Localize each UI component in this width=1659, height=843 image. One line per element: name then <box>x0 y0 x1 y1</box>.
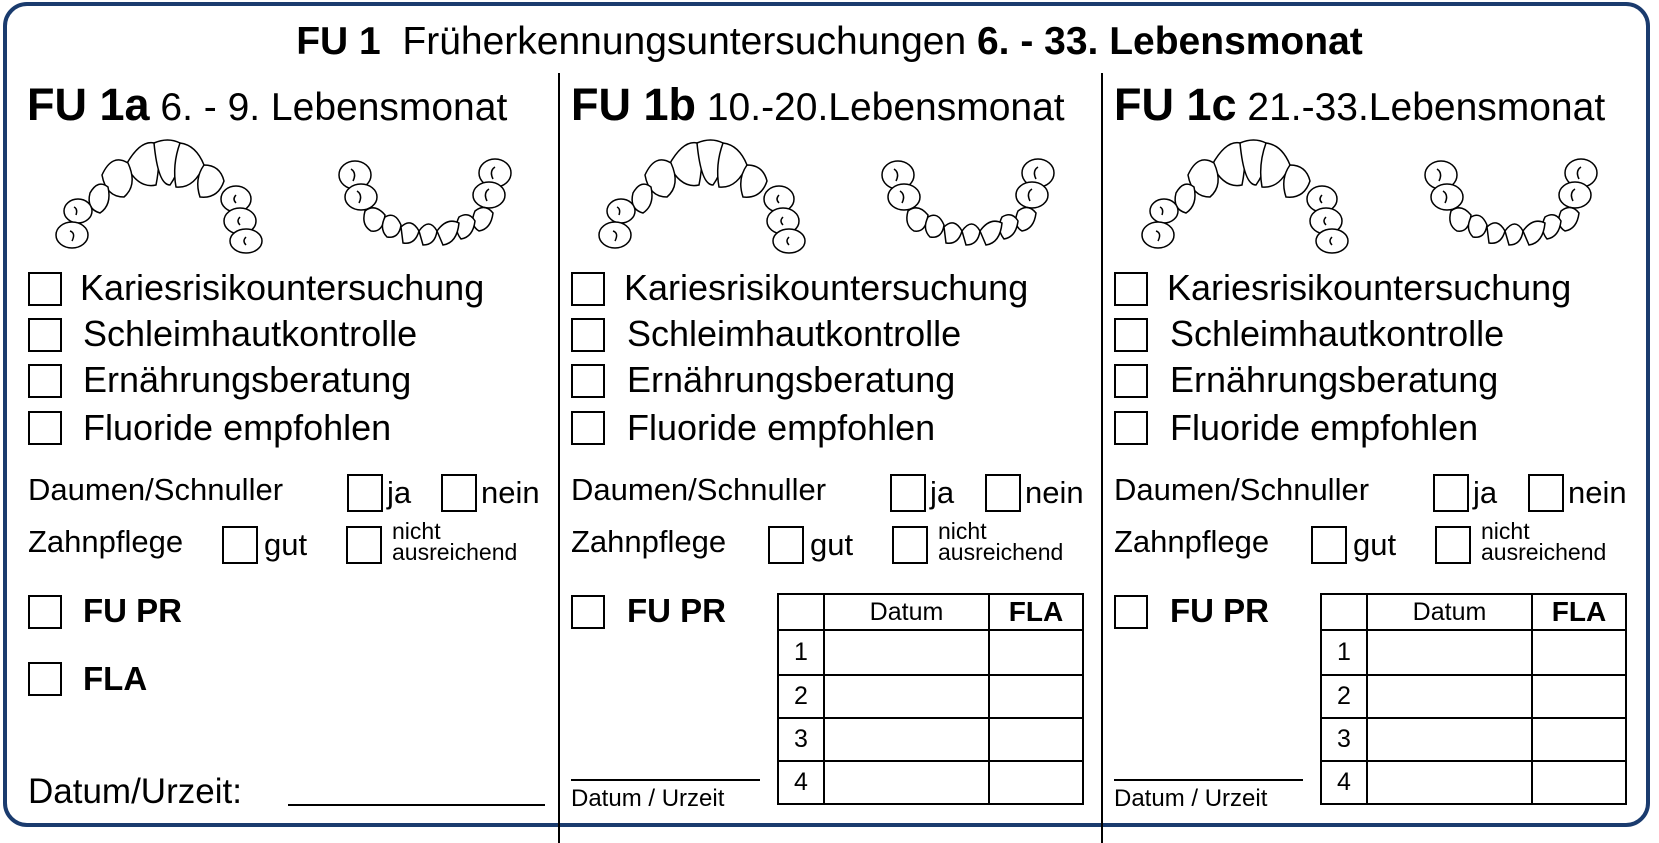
fluoride-checkbox-c[interactable] <box>1114 411 1148 445</box>
schleimhaut-label-c: Schleimhautkontrolle <box>1170 313 1505 354</box>
care-insufficient-checkbox-c[interactable] <box>1435 526 1471 564</box>
table-row <box>778 718 1083 761</box>
table-header-fla: FLA <box>989 594 1083 630</box>
karies-checkbox-b[interactable] <box>571 272 605 306</box>
table-cell-fla[interactable] <box>1532 630 1626 675</box>
upper-jaw-teeth-icon <box>1136 135 1356 255</box>
care-insufficient-checkbox-b[interactable] <box>892 526 928 564</box>
ernaehrung-label-b: Ernährungsberatung <box>627 359 956 400</box>
care-good-checkbox-b[interactable] <box>768 526 804 564</box>
table-cell-fla[interactable] <box>989 675 1083 718</box>
panel-c-range: 21.-33.Lebensmonat <box>1247 86 1606 129</box>
table-cell-fla[interactable] <box>1532 718 1626 761</box>
care-label-a: Zahnpflege <box>28 524 184 559</box>
title-text: Früherkennungsuntersuchungen <box>402 20 967 63</box>
table-row-number: 3 <box>1321 718 1367 761</box>
table-cell-date[interactable] <box>824 718 989 761</box>
table-row-number: 2 <box>778 675 824 718</box>
table-header-fla: FLA <box>1532 594 1626 630</box>
datetime-input-line-b[interactable] <box>571 779 760 781</box>
panel-b-range: 10.-20.Lebensmonat <box>706 86 1065 129</box>
karies-label-a: Kariesrisikountersuchung <box>80 267 485 308</box>
fluoride-label-b: Fluoride empfohlen <box>627 407 936 448</box>
fupr-checkbox-b[interactable] <box>571 595 605 629</box>
fupr-checkbox-c[interactable] <box>1114 595 1148 629</box>
fupr-date-table-c <box>1320 593 1627 805</box>
karies-checkbox-c[interactable] <box>1114 272 1148 306</box>
table-header-date: Datum <box>824 594 989 630</box>
fla-checkbox-a[interactable] <box>28 662 62 696</box>
table-cell-date[interactable] <box>1367 761 1532 804</box>
care-insufficient-line1-a: nicht <box>392 518 441 544</box>
lower-jaw-teeth-icon <box>1421 155 1611 255</box>
table-cell-date[interactable] <box>1367 718 1532 761</box>
thumb-yes-label-a: ja <box>387 475 412 510</box>
datetime-label-b: Datum / Urzeit <box>571 785 725 812</box>
schleimhaut-label-b: Schleimhautkontrolle <box>627 313 962 354</box>
page-title <box>0 16 1659 68</box>
schleimhaut-checkbox-c[interactable] <box>1114 318 1148 352</box>
thumb-yes-checkbox-b[interactable] <box>890 474 926 512</box>
thumb-no-label-c: nein <box>1568 475 1627 510</box>
care-insufficient-line2-a: ausreichend <box>392 539 518 565</box>
fluoride-label-a: Fluoride empfohlen <box>83 407 392 448</box>
table-row <box>1321 761 1626 804</box>
lower-jaw-teeth-icon <box>335 155 525 255</box>
care-insufficient-label-b <box>938 518 1064 565</box>
thumb-yes-label-c: ja <box>1473 475 1498 510</box>
table-row-number: 1 <box>1321 630 1367 675</box>
care-insufficient-line1-c: nicht <box>1481 518 1530 544</box>
thumb-no-label-b: nein <box>1025 475 1084 510</box>
table-row-number: 2 <box>1321 675 1367 718</box>
panel-b-code: FU 1b <box>571 79 697 130</box>
datetime-input-line-a[interactable] <box>288 804 545 806</box>
fupr-label-b: FU PR <box>627 592 726 629</box>
lower-jaw-teeth-icon <box>878 155 1068 255</box>
upper-jaw-teeth-icon <box>50 135 270 255</box>
fla-label-a: FLA <box>83 660 148 697</box>
table-cell-fla[interactable] <box>989 630 1083 675</box>
table-row <box>778 675 1083 718</box>
table-row <box>778 761 1083 804</box>
karies-label-c: Kariesrisikountersuchung <box>1167 267 1572 308</box>
thumb-yes-checkbox-c[interactable] <box>1433 474 1469 512</box>
fluoride-label-c: Fluoride empfohlen <box>1170 407 1479 448</box>
fupr-label-a: FU PR <box>83 592 182 629</box>
panel-b-heading <box>571 80 1065 133</box>
table-header-date: Datum <box>1367 594 1532 630</box>
care-label-b: Zahnpflege <box>571 524 727 559</box>
table-row-number: 1 <box>778 630 824 675</box>
table-cell-fla[interactable] <box>1532 761 1626 804</box>
table-cell-fla[interactable] <box>989 761 1083 804</box>
ernaehrung-checkbox-c[interactable] <box>1114 364 1148 398</box>
care-insufficient-label-a <box>392 518 518 565</box>
care-good-label-b: gut <box>810 527 854 562</box>
care-insufficient-line2-b: ausreichend <box>938 539 1064 565</box>
table-row-number: 4 <box>1321 761 1367 804</box>
fupr-label-c: FU PR <box>1170 592 1269 629</box>
thumb-label-a: Daumen/Schnuller <box>28 472 284 507</box>
schleimhaut-label-a: Schleimhautkontrolle <box>83 313 418 354</box>
thumb-no-label-a: nein <box>481 475 540 510</box>
panel-a-range: 6. - 9. Lebensmonat <box>160 86 508 129</box>
table-row <box>1321 630 1626 675</box>
care-insufficient-line2-c: ausreichend <box>1481 539 1607 565</box>
care-good-label-c: gut <box>1353 527 1397 562</box>
karies-checkbox-a[interactable] <box>28 272 62 306</box>
schleimhaut-checkbox-a[interactable] <box>28 318 62 352</box>
title-range: 6. - 33. Lebensmonat <box>976 20 1363 63</box>
table-cell-date[interactable] <box>1367 675 1532 718</box>
care-good-label-a: gut <box>264 527 308 562</box>
karies-label-b: Kariesrisikountersuchung <box>624 267 1029 308</box>
table-cell-fla[interactable] <box>1532 675 1626 718</box>
ernaehrung-label-c: Ernährungsberatung <box>1170 359 1499 400</box>
table-corner-cell <box>1321 594 1367 630</box>
thumb-label-b: Daumen/Schnuller <box>571 472 827 507</box>
table-corner-cell <box>778 594 824 630</box>
title-code: FU 1 <box>296 20 381 63</box>
table-cell-date[interactable] <box>824 761 989 804</box>
column-divider-2 <box>1101 73 1103 843</box>
ernaehrung-checkbox-a[interactable] <box>28 364 62 398</box>
table-row <box>1321 718 1626 761</box>
table-cell-fla[interactable] <box>989 718 1083 761</box>
fupr-checkbox-a[interactable] <box>28 595 62 629</box>
panel-a-code: FU 1a <box>27 79 150 130</box>
care-good-checkbox-c[interactable] <box>1311 526 1347 564</box>
care-good-checkbox-a[interactable] <box>222 526 258 564</box>
care-insufficient-checkbox-a[interactable] <box>346 526 382 564</box>
care-insufficient-label-c <box>1481 518 1607 565</box>
table-row-number: 3 <box>778 718 824 761</box>
datetime-input-line-c[interactable] <box>1114 779 1303 781</box>
thumb-yes-label-b: ja <box>930 475 955 510</box>
thumb-no-checkbox-b[interactable] <box>985 474 1021 512</box>
table-row <box>1321 675 1626 718</box>
panel-a-heading <box>27 80 507 133</box>
fluoride-checkbox-b[interactable] <box>571 411 605 445</box>
table-row <box>778 630 1083 675</box>
thumb-no-checkbox-c[interactable] <box>1528 474 1564 512</box>
table-cell-date[interactable] <box>824 630 989 675</box>
column-divider-1 <box>558 73 560 843</box>
datetime-label-a: Datum/Urzeit: <box>28 772 242 811</box>
thumb-yes-checkbox-a[interactable] <box>347 474 383 512</box>
panel-c-heading <box>1114 80 1605 133</box>
thumb-no-checkbox-a[interactable] <box>441 474 477 512</box>
care-insufficient-line1-b: nicht <box>938 518 987 544</box>
table-cell-date[interactable] <box>1367 630 1532 675</box>
upper-jaw-teeth-icon <box>593 135 813 255</box>
schleimhaut-checkbox-b[interactable] <box>571 318 605 352</box>
care-label-c: Zahnpflege <box>1114 524 1270 559</box>
fluoride-checkbox-a[interactable] <box>28 411 62 445</box>
table-cell-date[interactable] <box>824 675 989 718</box>
thumb-label-c: Daumen/Schnuller <box>1114 472 1370 507</box>
ernaehrung-checkbox-b[interactable] <box>571 364 605 398</box>
fupr-date-table-b <box>777 593 1084 805</box>
datetime-label-c: Datum / Urzeit <box>1114 785 1268 812</box>
table-row-number: 4 <box>778 761 824 804</box>
ernaehrung-label-a: Ernährungsberatung <box>83 359 412 400</box>
panel-c-code: FU 1c <box>1114 79 1237 130</box>
